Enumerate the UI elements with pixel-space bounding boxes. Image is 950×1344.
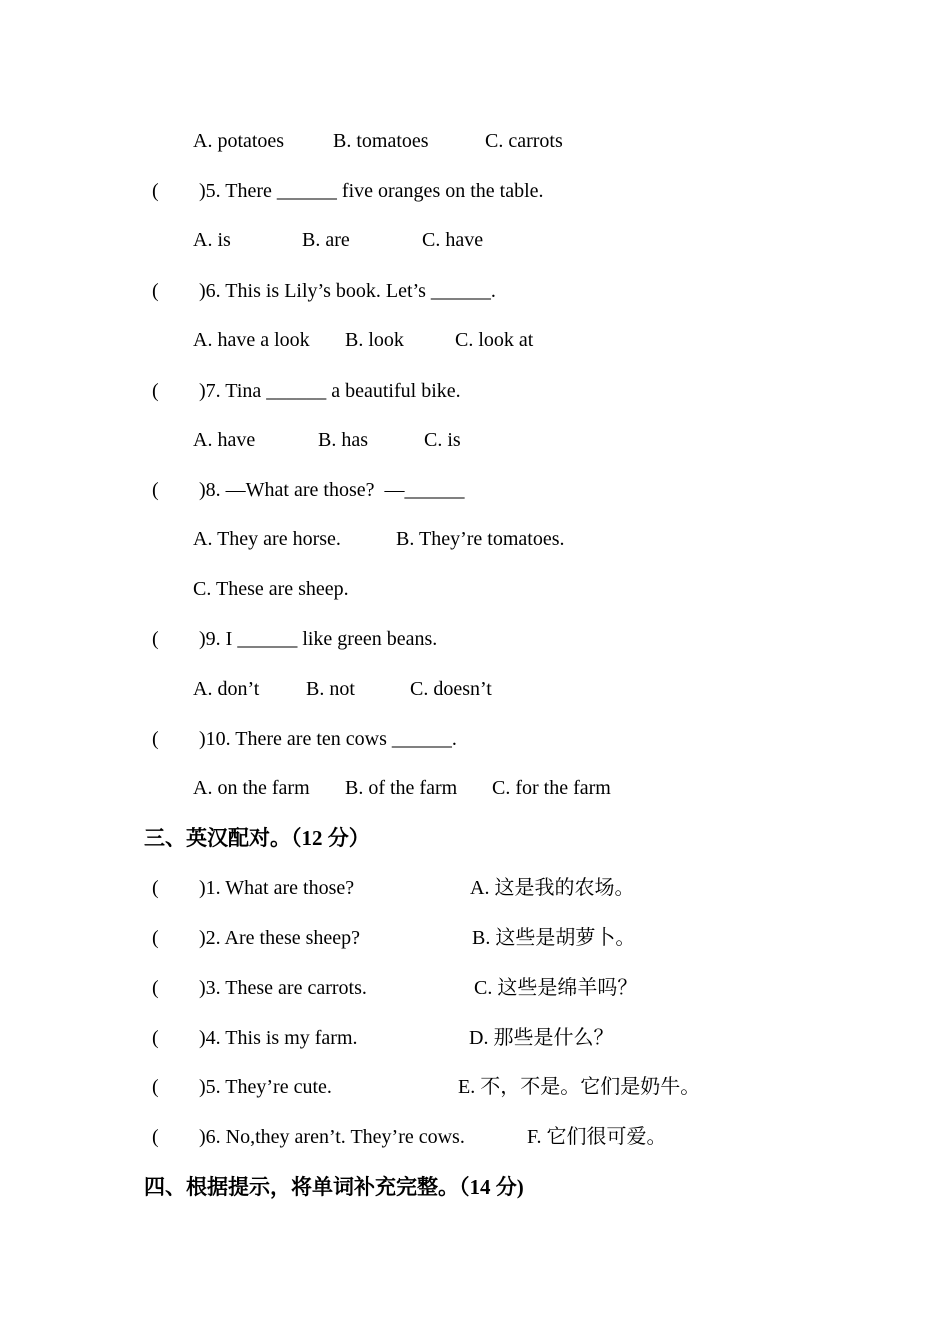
match5-chinese: E. 不，不是。它们是奶牛。 (458, 1076, 701, 1098)
match6-chinese: F. 它们很可爱。 (527, 1126, 667, 1148)
q5-option-b: B. are (302, 229, 350, 251)
match5-english: )5. They’re cute. (199, 1076, 332, 1098)
q10-option-c: C. for the farm (492, 777, 611, 799)
q6-option-b: B. look (345, 329, 404, 351)
q4-option-a: A. potatoes (193, 130, 285, 152)
q9-option-c: C. doesn’t (410, 678, 492, 700)
q4-option-c: C. carrots (485, 130, 563, 152)
match1-answer-paren[interactable]: ( (152, 877, 159, 899)
match4-english: )4. This is my farm. (199, 1027, 358, 1049)
q7-question: )7. Tina ______ a beautiful bike. (199, 380, 461, 402)
q10-option-a: A. on the farm (193, 777, 310, 799)
q5-answer-paren[interactable]: ( (152, 180, 159, 202)
match6-answer-paren[interactable]: ( (152, 1126, 159, 1148)
match4-answer-paren[interactable]: ( (152, 1027, 159, 1049)
section4-heading: 四、根据提示，将单词补充完整。（14 分) (144, 1175, 524, 1199)
match2-english: )2. Are these sheep? (199, 927, 361, 949)
match1-chinese: A. 这是我的农场。 (470, 877, 635, 899)
q5-option-a: A. is (193, 229, 231, 251)
q6-question: )6. This is Lily’s book. Let’s ______. (199, 280, 496, 302)
section3-heading: 三、英汉配对。（12 分） (144, 826, 370, 850)
match4-chinese: D. 那些是什么？ (469, 1027, 614, 1049)
match2-answer-paren[interactable]: ( (152, 927, 159, 949)
match3-english: )3. These are carrots. (199, 977, 367, 999)
match6-english: )6. No,they aren’t. They’re cows. (199, 1126, 465, 1148)
q9-option-a: A. don’t (193, 678, 260, 700)
q10-question: )10. There are ten cows ______. (199, 728, 457, 750)
q8-question: )8. —What are those? —______ (199, 479, 465, 501)
q5-option-c: C. have (422, 229, 484, 251)
q7-option-b: B. has (318, 429, 368, 451)
q6-option-c: C. look at (455, 329, 534, 351)
q6-answer-paren[interactable]: ( (152, 280, 159, 302)
q7-answer-paren[interactable]: ( (152, 380, 159, 402)
q9-answer-paren[interactable]: ( (152, 628, 159, 650)
q9-option-b: B. not (306, 678, 355, 700)
q7-option-c: C. is (424, 429, 461, 451)
q8-option-b: B. They’re tomatoes. (396, 528, 565, 550)
match3-answer-paren[interactable]: ( (152, 977, 159, 999)
q8-option-c: C. These are sheep. (193, 578, 349, 600)
q8-answer-paren[interactable]: ( (152, 479, 159, 501)
q7-option-a: A. have (193, 429, 256, 451)
match5-answer-paren[interactable]: ( (152, 1076, 159, 1098)
q9-question: )9. I ______ like green beans. (199, 628, 438, 650)
q5-question: )5. There ______ five oranges on the table. (199, 180, 544, 202)
q6-option-a: A. have a look (193, 329, 310, 351)
match2-chinese: B. 这些是胡萝卜。 (472, 927, 636, 949)
q8-option-a: A. They are horse. (193, 528, 341, 550)
q10-answer-paren[interactable]: ( (152, 728, 159, 750)
match3-chinese: C. 这些是绵羊吗？ (474, 977, 638, 999)
q10-option-b: B. of the farm (345, 777, 458, 799)
match1-english: )1. What are those? (199, 877, 355, 899)
q4-option-b: B. tomatoes (333, 130, 429, 152)
